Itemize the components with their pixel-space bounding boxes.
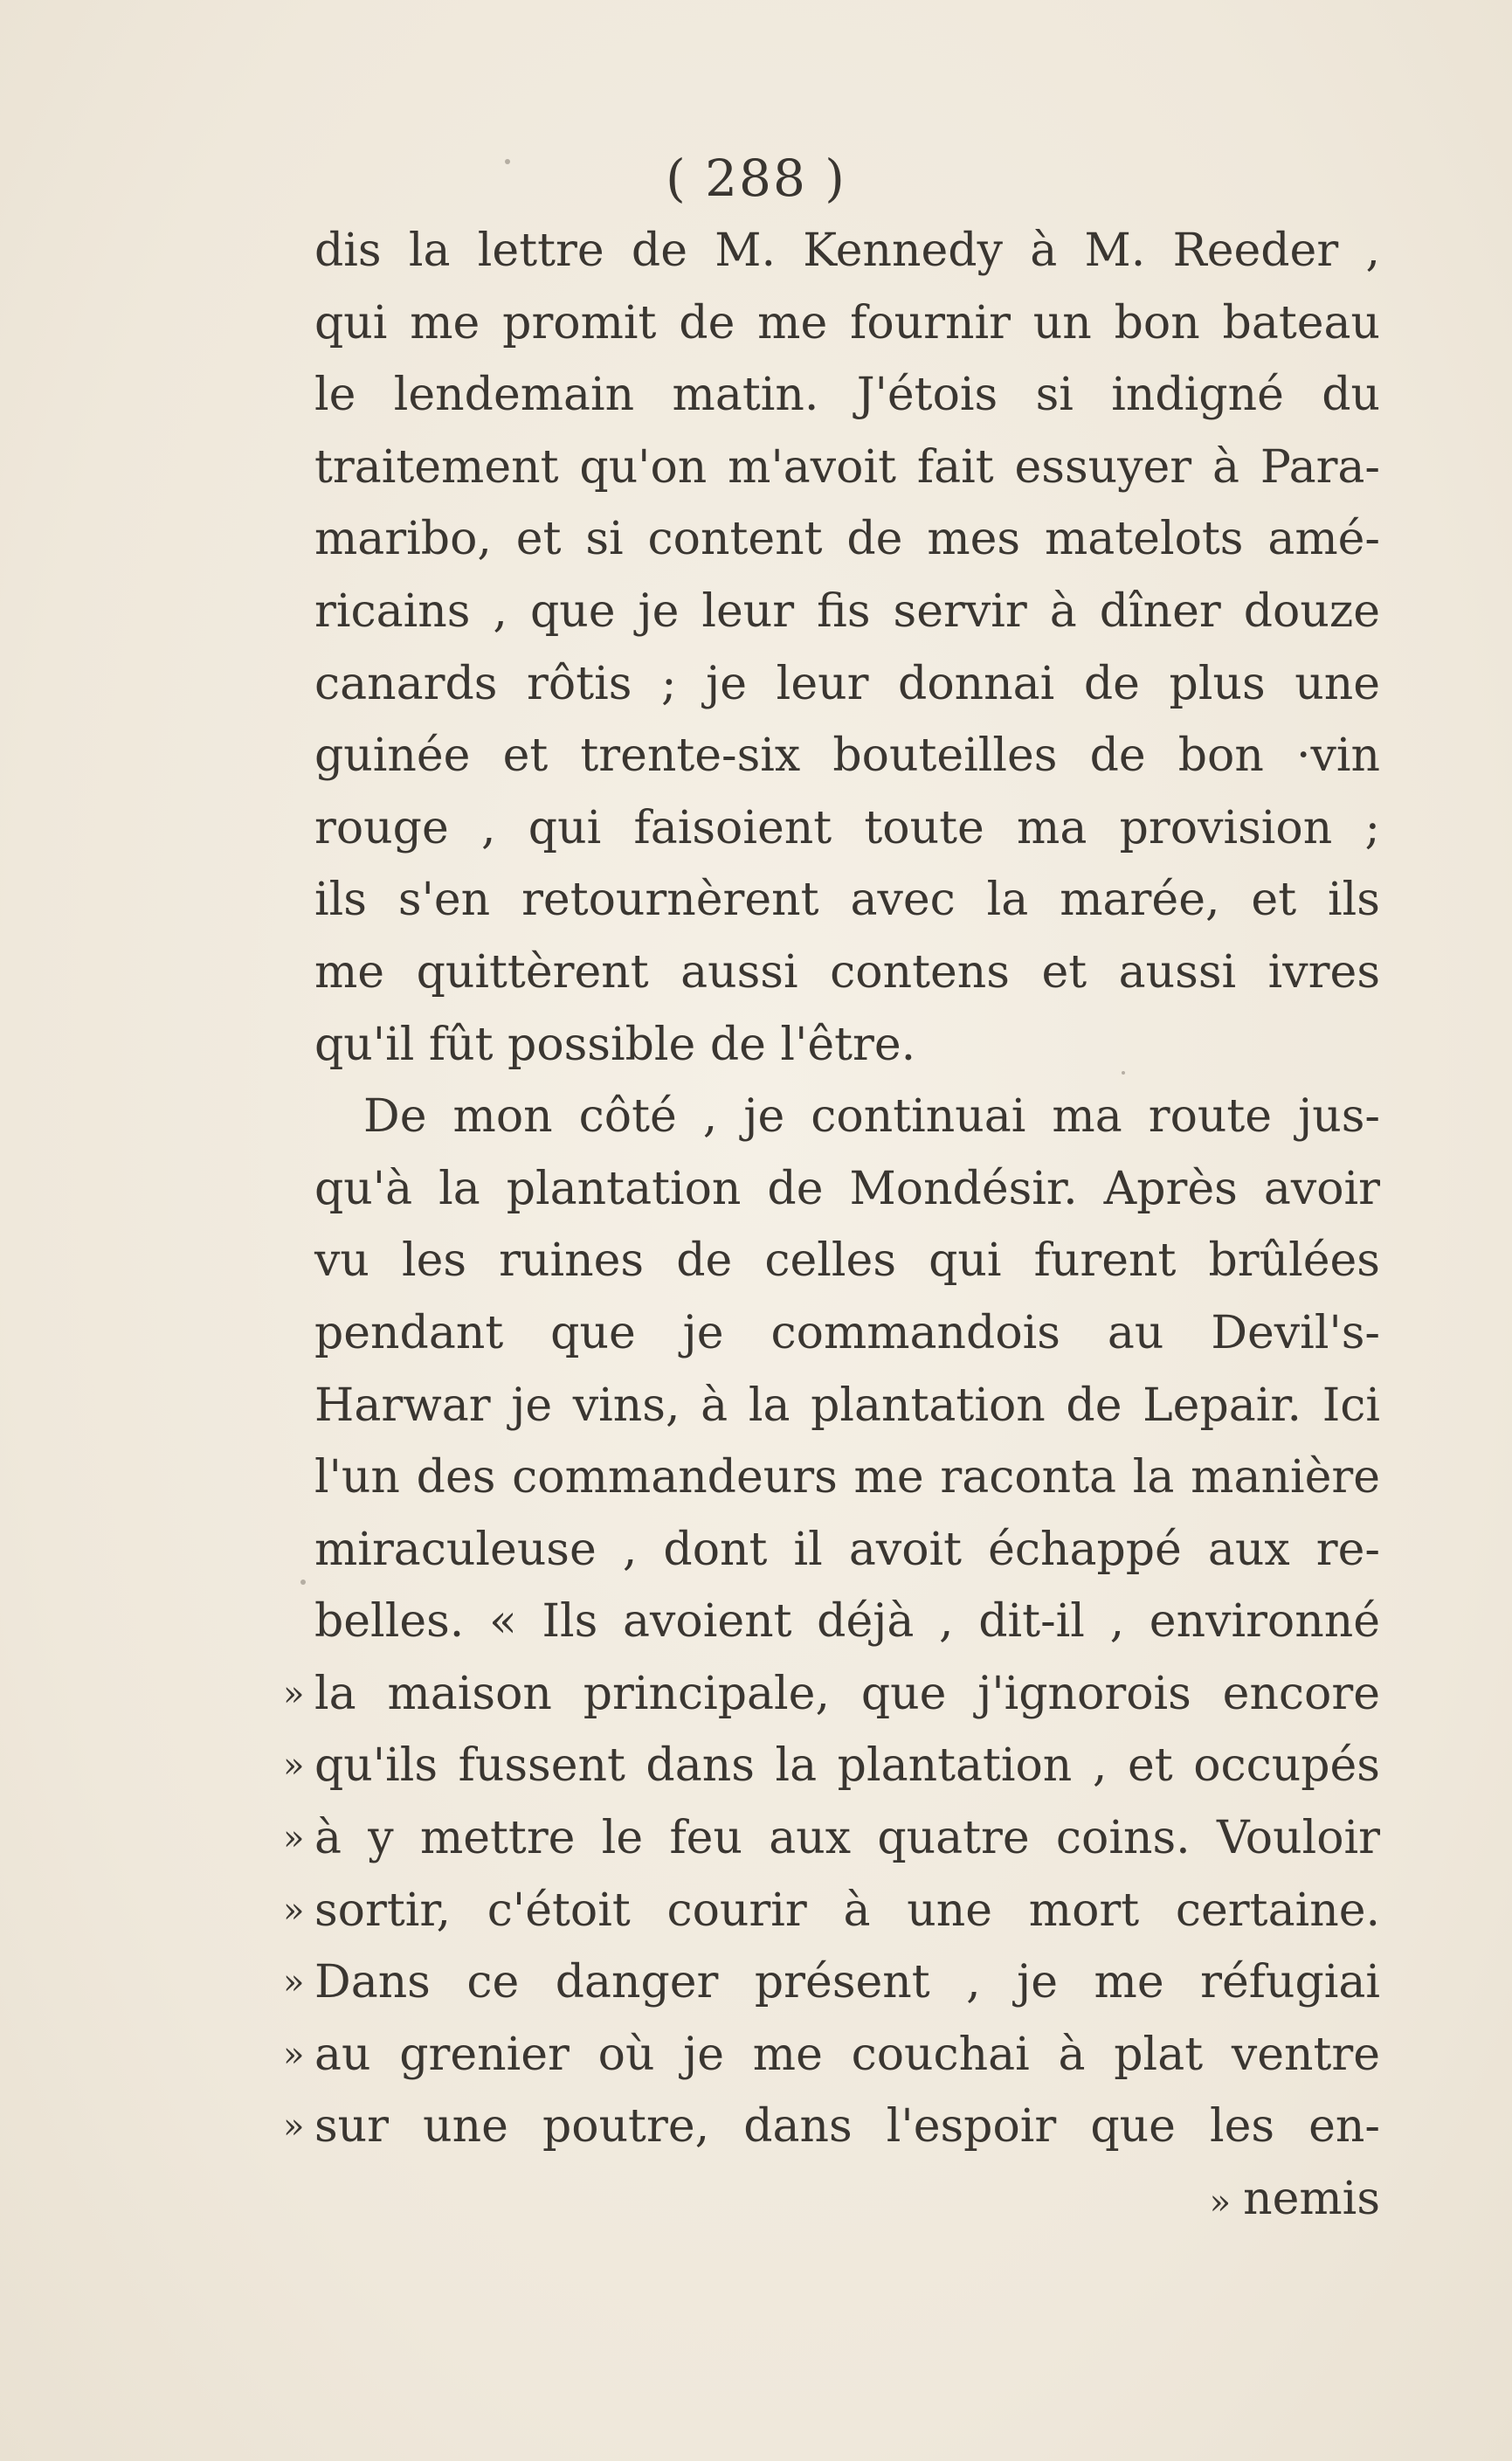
text-line: belles. « Ils avoient déjà , dit-il , environné (314, 1595, 1380, 1649)
quote-mark: » (283, 2034, 305, 2075)
text-line: miraculeuse , dont il avoit échappé aux re- (314, 1523, 1380, 1576)
text-line: ils s'en retournèrent avec la marée, et ils (314, 874, 1380, 927)
text-line: De mon côté , je continuai ma route jus- (363, 1090, 1380, 1144)
quoted-line: » qu'ils fussent dans la plantation , et occupés (314, 1730, 1380, 1802)
quote-mark: » (283, 1746, 305, 1787)
quote-mark: » (283, 1818, 305, 1859)
text-line: traitement qu'on m'avoit fait essuyer à Para- (314, 440, 1380, 494)
text-line: qu'il fût possible de l'être. (314, 1018, 916, 1071)
text-line: rouge , qui faisoient toute ma provision ; (314, 801, 1380, 854)
text-line: vu les ruines de celles qui furent brûlées (314, 1234, 1380, 1288)
quote-mark: » (283, 2106, 305, 2147)
text-line: Harwar je vins, à la plantation de Lepair. Ici (314, 1379, 1380, 1432)
text-line: maribo, et si content de mes matelots amé- (314, 513, 1380, 566)
quoted-line: » au grenier où je me couchai à plat ventre (314, 2019, 1380, 2091)
paper-speck (300, 1580, 306, 1585)
quoted-line: » à y mettre le feu aux quatre coins. Vouloir (314, 1802, 1380, 1875)
quoted-line: » la maison principale, que j'ignorois encore (314, 1658, 1380, 1731)
text-line: qui me promit de me fournir un bon bateau (314, 296, 1380, 349)
text-line: me quittèrent aussi contens et aussi ivres (314, 945, 1380, 999)
quote-mark: » (1209, 2182, 1232, 2223)
quoted-line: » Dans ce danger présent , je me réfugiai (314, 1946, 1380, 2019)
text-line: qu'à la plantation de Mondésir. Après avoir (314, 1162, 1380, 1215)
text-line: pendant que je commandois au Devil's- (314, 1306, 1380, 1359)
quoted-line: » sortir, c'étoit courir à une mort certaine. (314, 1875, 1380, 1947)
text-line: dis la lettre de M. Kennedy à M. Reeder , (314, 225, 1380, 277)
quote-mark: » (283, 1890, 305, 1931)
text-line: l'un des commandeurs me raconta la manière (314, 1451, 1380, 1504)
catchword-line: » nemis (1209, 2173, 1380, 2226)
paper-speck (505, 159, 510, 164)
page-number: ( 288 ) (666, 149, 846, 208)
body-text (283, 215, 1380, 2236)
text-line: canards rôtis ; je leur donnai de plus une (314, 657, 1380, 710)
text-line: guinée et trente-six bouteilles de bon ·vin (314, 729, 1380, 783)
text-line: ricains , que je leur fis servir à dîner douze (314, 584, 1380, 638)
quote-mark: » (283, 1673, 305, 1714)
quote-mark: » (283, 1962, 305, 2003)
quoted-line: » sur une poutre, dans l'espoir que les en- (314, 2091, 1380, 2163)
text-line: le lendemain matin. J'étois si indigné du (314, 369, 1380, 422)
paper-speck (1122, 1071, 1125, 1075)
